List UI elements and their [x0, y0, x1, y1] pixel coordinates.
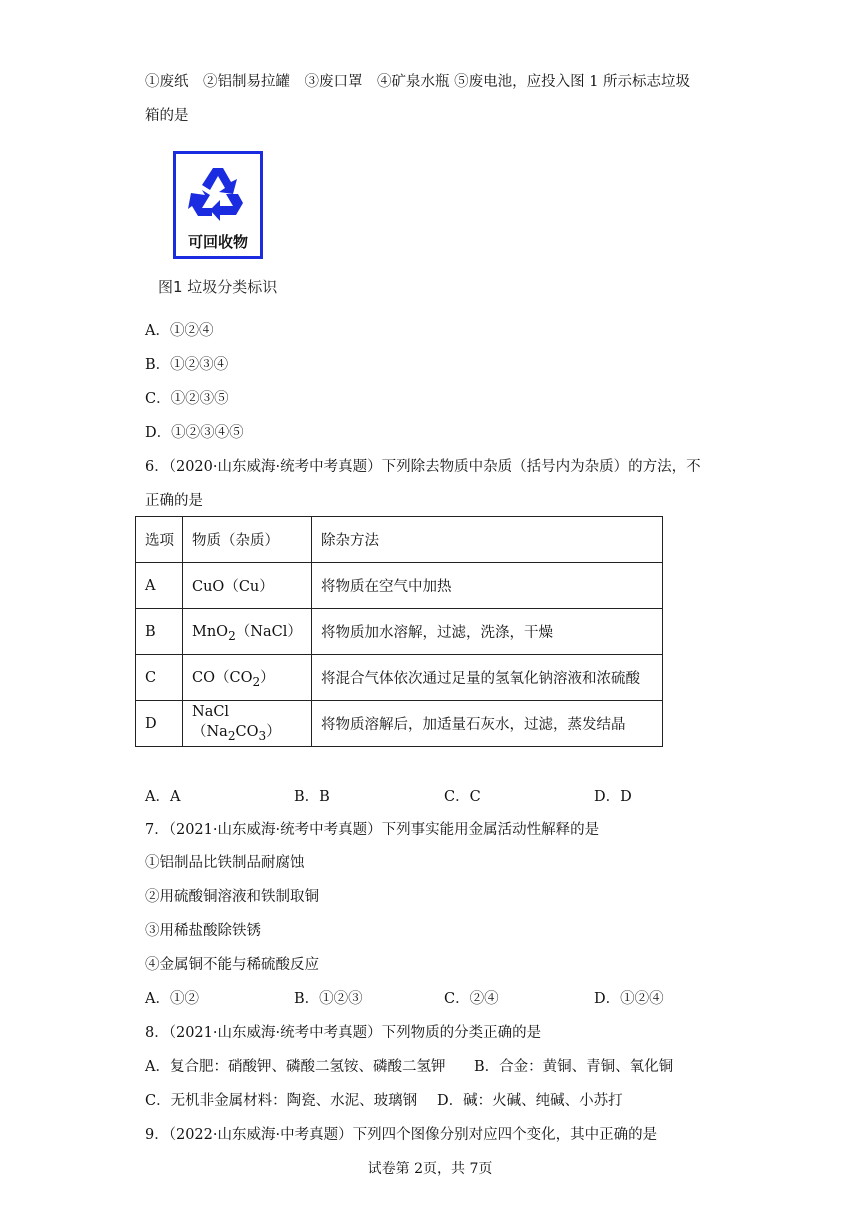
q6-option-a[interactable]: A．A	[145, 789, 181, 805]
q6-option-c[interactable]: C．C	[444, 789, 481, 805]
q7-option-c[interactable]: C．②④	[444, 991, 499, 1007]
table-row	[136, 609, 663, 655]
q5-option-c[interactable]: C．①②③⑤	[145, 391, 229, 407]
header-option: 选项	[136, 517, 183, 563]
recycle-label: 可回收物	[187, 233, 248, 251]
q6-option-d[interactable]: D．D	[594, 789, 632, 805]
recycle-icon	[186, 162, 250, 226]
row-d-substance	[183, 701, 312, 747]
q5-option-a[interactable]: A．①②④	[145, 323, 214, 339]
formula-part: （NaCl）	[235, 624, 302, 641]
q7-option-b[interactable]: B．①②③	[294, 991, 363, 1007]
q6-stem-line2: 正确的是	[145, 493, 203, 509]
q7-option-a[interactable]: A．①②	[145, 991, 199, 1007]
table-row	[136, 701, 663, 747]
q8-option-c[interactable]: C．无机非金属材料：陶瓷、水泥、玻璃钢	[145, 1093, 418, 1109]
q8-option-b[interactable]: B．合金：黄铜、青铜、氧化铜	[474, 1059, 674, 1075]
formula-part: NaCl（Na	[192, 704, 230, 741]
table-row	[136, 563, 663, 609]
row-d-method: 将物质溶解后，加适量石灰水，过滤，蒸发结晶	[312, 701, 663, 747]
q7-item-4: ④金属铜不能与稀硫酸反应	[145, 957, 319, 973]
page-footer: 试卷第 2页，共 7页	[367, 1161, 493, 1177]
table-header-row	[136, 517, 663, 563]
q6-stem-line1: 6．（2020·山东威海·统考中考真题）下列除去物质中杂质（括号内为杂质）的方法，不	[145, 459, 701, 475]
q8-stem: 8．（2021·山东威海·统考中考真题）下列物质的分类正确的是	[145, 1025, 542, 1041]
q7-option-d[interactable]: D．①②④	[594, 991, 664, 1007]
formula-part: CO（CO	[192, 670, 253, 687]
formula-part: CO	[235, 724, 259, 741]
recycle-sign	[173, 151, 263, 259]
row-b-option: B	[136, 609, 183, 655]
formula-part: ）	[260, 670, 275, 687]
q7-item-2: ②用硫酸铜溶液和铁制取铜	[145, 889, 319, 905]
q5-stem-line1: ①废纸 ②铝制易拉罐 ③废口罩 ④矿泉水瓶 ⑤废电池，应投入图 1 所示标志垃圾	[145, 74, 691, 90]
q5-stem-line2: 箱的是	[145, 108, 189, 124]
q7-item-3: ③用稀盐酸除铁锈	[145, 923, 261, 939]
formula-part: ）	[266, 724, 281, 741]
formula-subscript: 2	[252, 674, 261, 689]
row-a-method: 将物质在空气中加热	[312, 563, 663, 609]
q6-option-b[interactable]: B．B	[294, 789, 330, 805]
header-substance: 物质（杂质）	[183, 517, 312, 563]
q8-option-d[interactable]: D．碱：火碱、纯碱、小苏打	[437, 1093, 623, 1109]
formula-subscript: 3	[258, 728, 267, 743]
q5-option-d[interactable]: D．①②③④⑤	[145, 425, 244, 441]
row-c-substance	[183, 655, 312, 701]
row-b-substance	[183, 609, 312, 655]
header-method: 除杂方法	[312, 517, 663, 563]
table-row	[136, 655, 663, 701]
row-d-option: D	[136, 701, 183, 747]
formula-subscript: 2	[228, 628, 236, 643]
q7-item-1: ①铝制品比铁制品耐腐蚀	[145, 855, 305, 871]
row-a-option: A	[136, 563, 183, 609]
formula-subscript: 2	[227, 728, 236, 743]
figure-caption: 图1 垃圾分类标识	[158, 278, 278, 296]
q6-table	[135, 516, 663, 747]
row-c-method: 将混合气体依次通过足量的氢氧化钠溶液和浓硫酸	[312, 655, 663, 701]
row-c-option: C	[136, 655, 183, 701]
formula-part: MnO	[192, 624, 229, 641]
q9-stem: 9．（2022·山东威海·中考真题）下列四个图像分别对应四个变化，其中正确的是	[145, 1127, 658, 1143]
q5-option-b[interactable]: B．①②③④	[145, 357, 229, 373]
q7-stem: 7．（2021·山东威海·统考中考真题）下列事实能用金属活动性解释的是	[145, 822, 600, 838]
row-a-substance: CuO（Cu）	[183, 563, 312, 609]
row-b-method: 将物质加水溶解，过滤，洗涤，干燥	[312, 609, 663, 655]
q8-option-a[interactable]: A．复合肥：硝酸钾、磷酸二氢铵、磷酸二氢钾	[145, 1059, 446, 1075]
